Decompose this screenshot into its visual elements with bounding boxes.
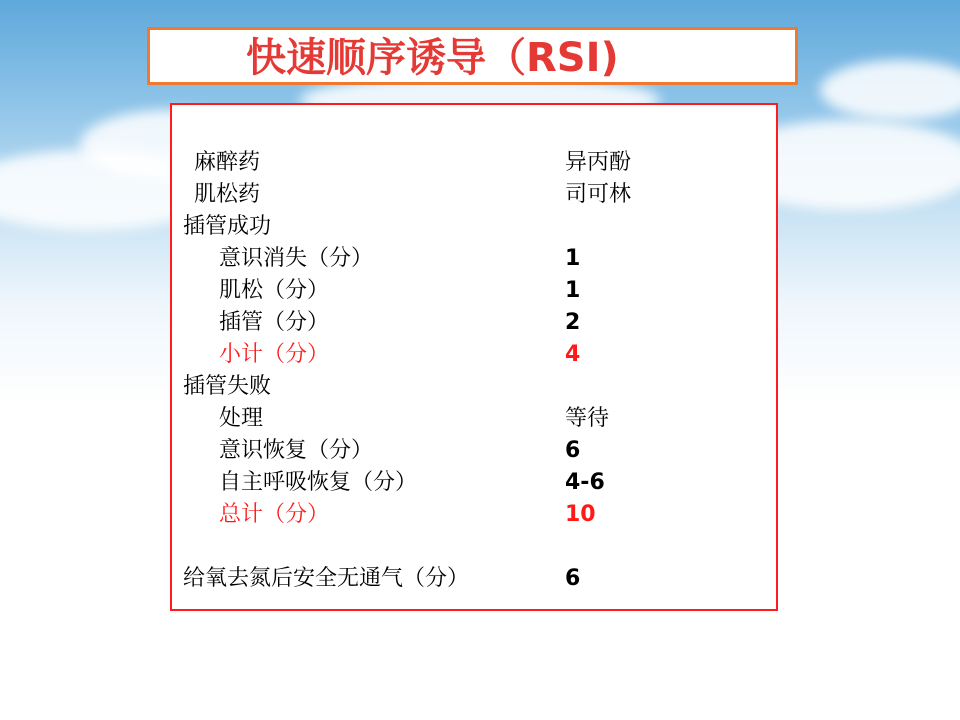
row-label: 自主呼吸恢复（分） xyxy=(219,470,418,495)
content-table xyxy=(170,103,778,611)
row-value: 等待 xyxy=(565,406,610,431)
row-label: 给氧去氮后安全无通气（分） xyxy=(183,566,470,591)
table-row xyxy=(172,211,776,243)
row-label: 意识恢复（分） xyxy=(219,438,374,463)
row-value: 异丙酚 xyxy=(565,150,632,175)
row-value: 4-6 xyxy=(565,470,605,495)
row-label: 肌松药 xyxy=(194,182,261,207)
table-row xyxy=(172,307,776,339)
table-row xyxy=(172,563,776,595)
section-heading: 插管成功 xyxy=(183,214,272,239)
table-row xyxy=(172,403,776,435)
table-row xyxy=(172,243,776,275)
row-value: 1 xyxy=(565,278,581,303)
row-value: 1 xyxy=(565,246,581,271)
row-value: 6 xyxy=(565,566,581,591)
row-label: 麻醉药 xyxy=(194,150,261,175)
table-row xyxy=(172,435,776,467)
row-label: 处理 xyxy=(219,406,264,431)
row-value: 4 xyxy=(565,342,581,367)
slide-title-box xyxy=(147,27,798,85)
table-row xyxy=(172,179,776,211)
slide-title: 快速顺序诱导（RSI) xyxy=(246,35,619,81)
table-row xyxy=(172,147,776,179)
row-value: 司可林 xyxy=(565,182,632,207)
row-label: 插管（分） xyxy=(219,310,330,335)
row-value: 6 xyxy=(565,438,581,463)
background-cloud xyxy=(820,60,960,120)
row-value: 10 xyxy=(565,502,596,527)
row-value: 2 xyxy=(565,310,581,335)
total-row xyxy=(172,499,776,531)
table-row xyxy=(172,371,776,403)
table-row xyxy=(172,275,776,307)
row-label: 小计（分） xyxy=(219,342,330,367)
row-label: 意识消失（分） xyxy=(219,246,374,271)
table-row xyxy=(172,467,776,499)
row-label: 肌松（分） xyxy=(219,278,330,303)
subtotal-row xyxy=(172,339,776,371)
section-heading: 插管失败 xyxy=(183,374,272,399)
row-label: 总计（分） xyxy=(219,502,330,527)
